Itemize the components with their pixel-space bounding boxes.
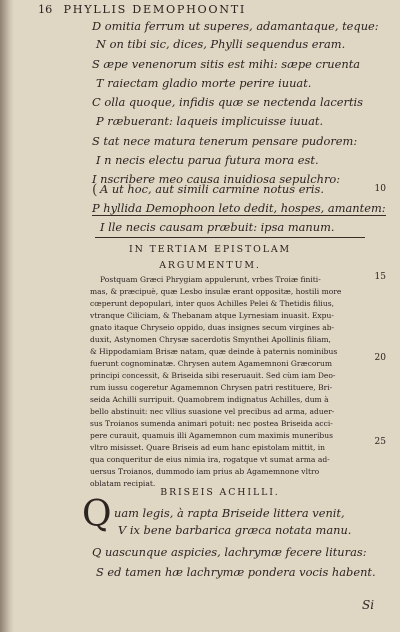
argument-line: Postquam Græci Phrygiam appulerunt, vrbes Troiæ finiti- xyxy=(100,275,321,284)
argument-line: vltro misisset. Quare Briseis ad eum hanc epistolam mittit, in xyxy=(90,443,326,452)
verse-line: S æpe venenorum sitis est mihi: sæpe cruenta xyxy=(92,57,361,71)
running-title: PHYLLIS DEMOPHOONTI xyxy=(63,3,247,16)
section-subtitle: ARGUMENTUM. xyxy=(159,260,261,271)
margin-line-number: 25 xyxy=(374,437,386,447)
argument-line: rum iussu cogeretur Agamemnon Chrysen patri restituere, Bri- xyxy=(90,383,333,392)
verse-line: uam legis, à rapta Briseide littera venit, xyxy=(114,506,345,520)
pen-bracket: ( xyxy=(92,182,98,198)
initial-capital: Q xyxy=(82,494,112,535)
verse-line: T raiectam gladio morte perire iuuat. xyxy=(96,76,312,90)
verse-line: D omitia ferrum ut superes, adamantaque, teque: xyxy=(92,19,379,33)
verse-line: C olla quoque, infidis quæ se nectenda lacertis xyxy=(92,95,364,109)
page-number: 16 xyxy=(38,3,53,16)
verse-line: S ed tamen hæ lachrymæ pondera vocis habent. xyxy=(96,565,376,579)
argument-line: qua conqueritur de eius nimia ira, rogatque vt sumat arma ad- xyxy=(90,455,330,464)
pen-underline xyxy=(95,237,365,238)
verse-line: I n necis electu parua futura mora est. xyxy=(96,153,319,167)
catchword: Si xyxy=(362,598,375,612)
argument-line: fuerunt cognominatæ. Chrysen autem Agamemnoni Græcorum xyxy=(90,359,333,368)
argument-line: duxit, Astynomen Chrysæ sacerdotis Smynthei Apollinis filiam, xyxy=(90,335,331,344)
verse-line: I lle necis causam præbuit: ipsa manum. xyxy=(100,220,335,234)
verse-line: Q uascunque aspicies, lachrymæ fecere lituras: xyxy=(92,545,367,559)
argument-line: uersus Troianos, dummodo iam prius ab Agamemnone vltro xyxy=(90,467,320,476)
argument-line: principi concessit, & Briseida sibi reseruauit. Sed cùm iam Deo- xyxy=(90,371,336,380)
margin-line-number: 15 xyxy=(374,272,386,282)
argument-line: bello abstinuit: nec vllius suasione vel precibus ad arma, aduer- xyxy=(90,407,335,416)
verse-line: S tat nece matura tenerum pensare pudorem: xyxy=(92,134,358,148)
argument-line: pere curauit, quamuis illi Agamemnon cum maximis muneribus xyxy=(90,431,333,440)
verse-line: V ix bene barbarica græca notata manu. xyxy=(118,523,352,537)
verse-line: P ræbuerant: laqueis implicuisse iuuat. xyxy=(96,114,324,128)
argument-line: sus Troianos sumenda animari potuit: nec postea Briseida acci- xyxy=(90,419,333,428)
verse-line: A ut hoc, aut simili carmine notus eris. xyxy=(100,182,324,196)
argument-line: mas, & præcipuè, quæ Lesbo insulæ erant oppositæ, hostili more xyxy=(90,287,342,296)
epistle-title: BRISEIS ACHILLI. xyxy=(160,487,280,498)
verse-line: P hyllida Demophoon leto dedit, hospes, amantem: xyxy=(92,201,386,215)
section-title: IN TERTIAM EPISTOLAM xyxy=(129,244,291,255)
argument-line: seida Achilli surripuit. Quamobrem indignatus Achilles, dum à xyxy=(90,395,329,404)
argument-line: & Hippodamiam Brisæ natam, quæ deinde à paternis nominibus xyxy=(90,347,338,356)
margin-line-number: 10 xyxy=(374,184,386,194)
argument-line: oblatam recipiat. xyxy=(90,479,156,488)
margin-line-number: 20 xyxy=(374,353,386,363)
argument-line: cœperunt depopulari, inter quos Achilles Pelei & Thetidis filius, xyxy=(90,299,334,308)
argument-line: vtranque Ciliciam, & Thebanam atque Lyrnesiam inuasit. Expu- xyxy=(90,311,334,320)
running-header xyxy=(38,3,378,16)
verse-line: N on tibi sic, dices, Phylli sequendus eram. xyxy=(96,37,346,51)
argument-line: gnato itaque Chryseio oppido, duas insignes secum virgines ab- xyxy=(90,323,335,332)
verse-line: I nscribere meo causa inuidiosa sepulchro: xyxy=(92,172,341,186)
